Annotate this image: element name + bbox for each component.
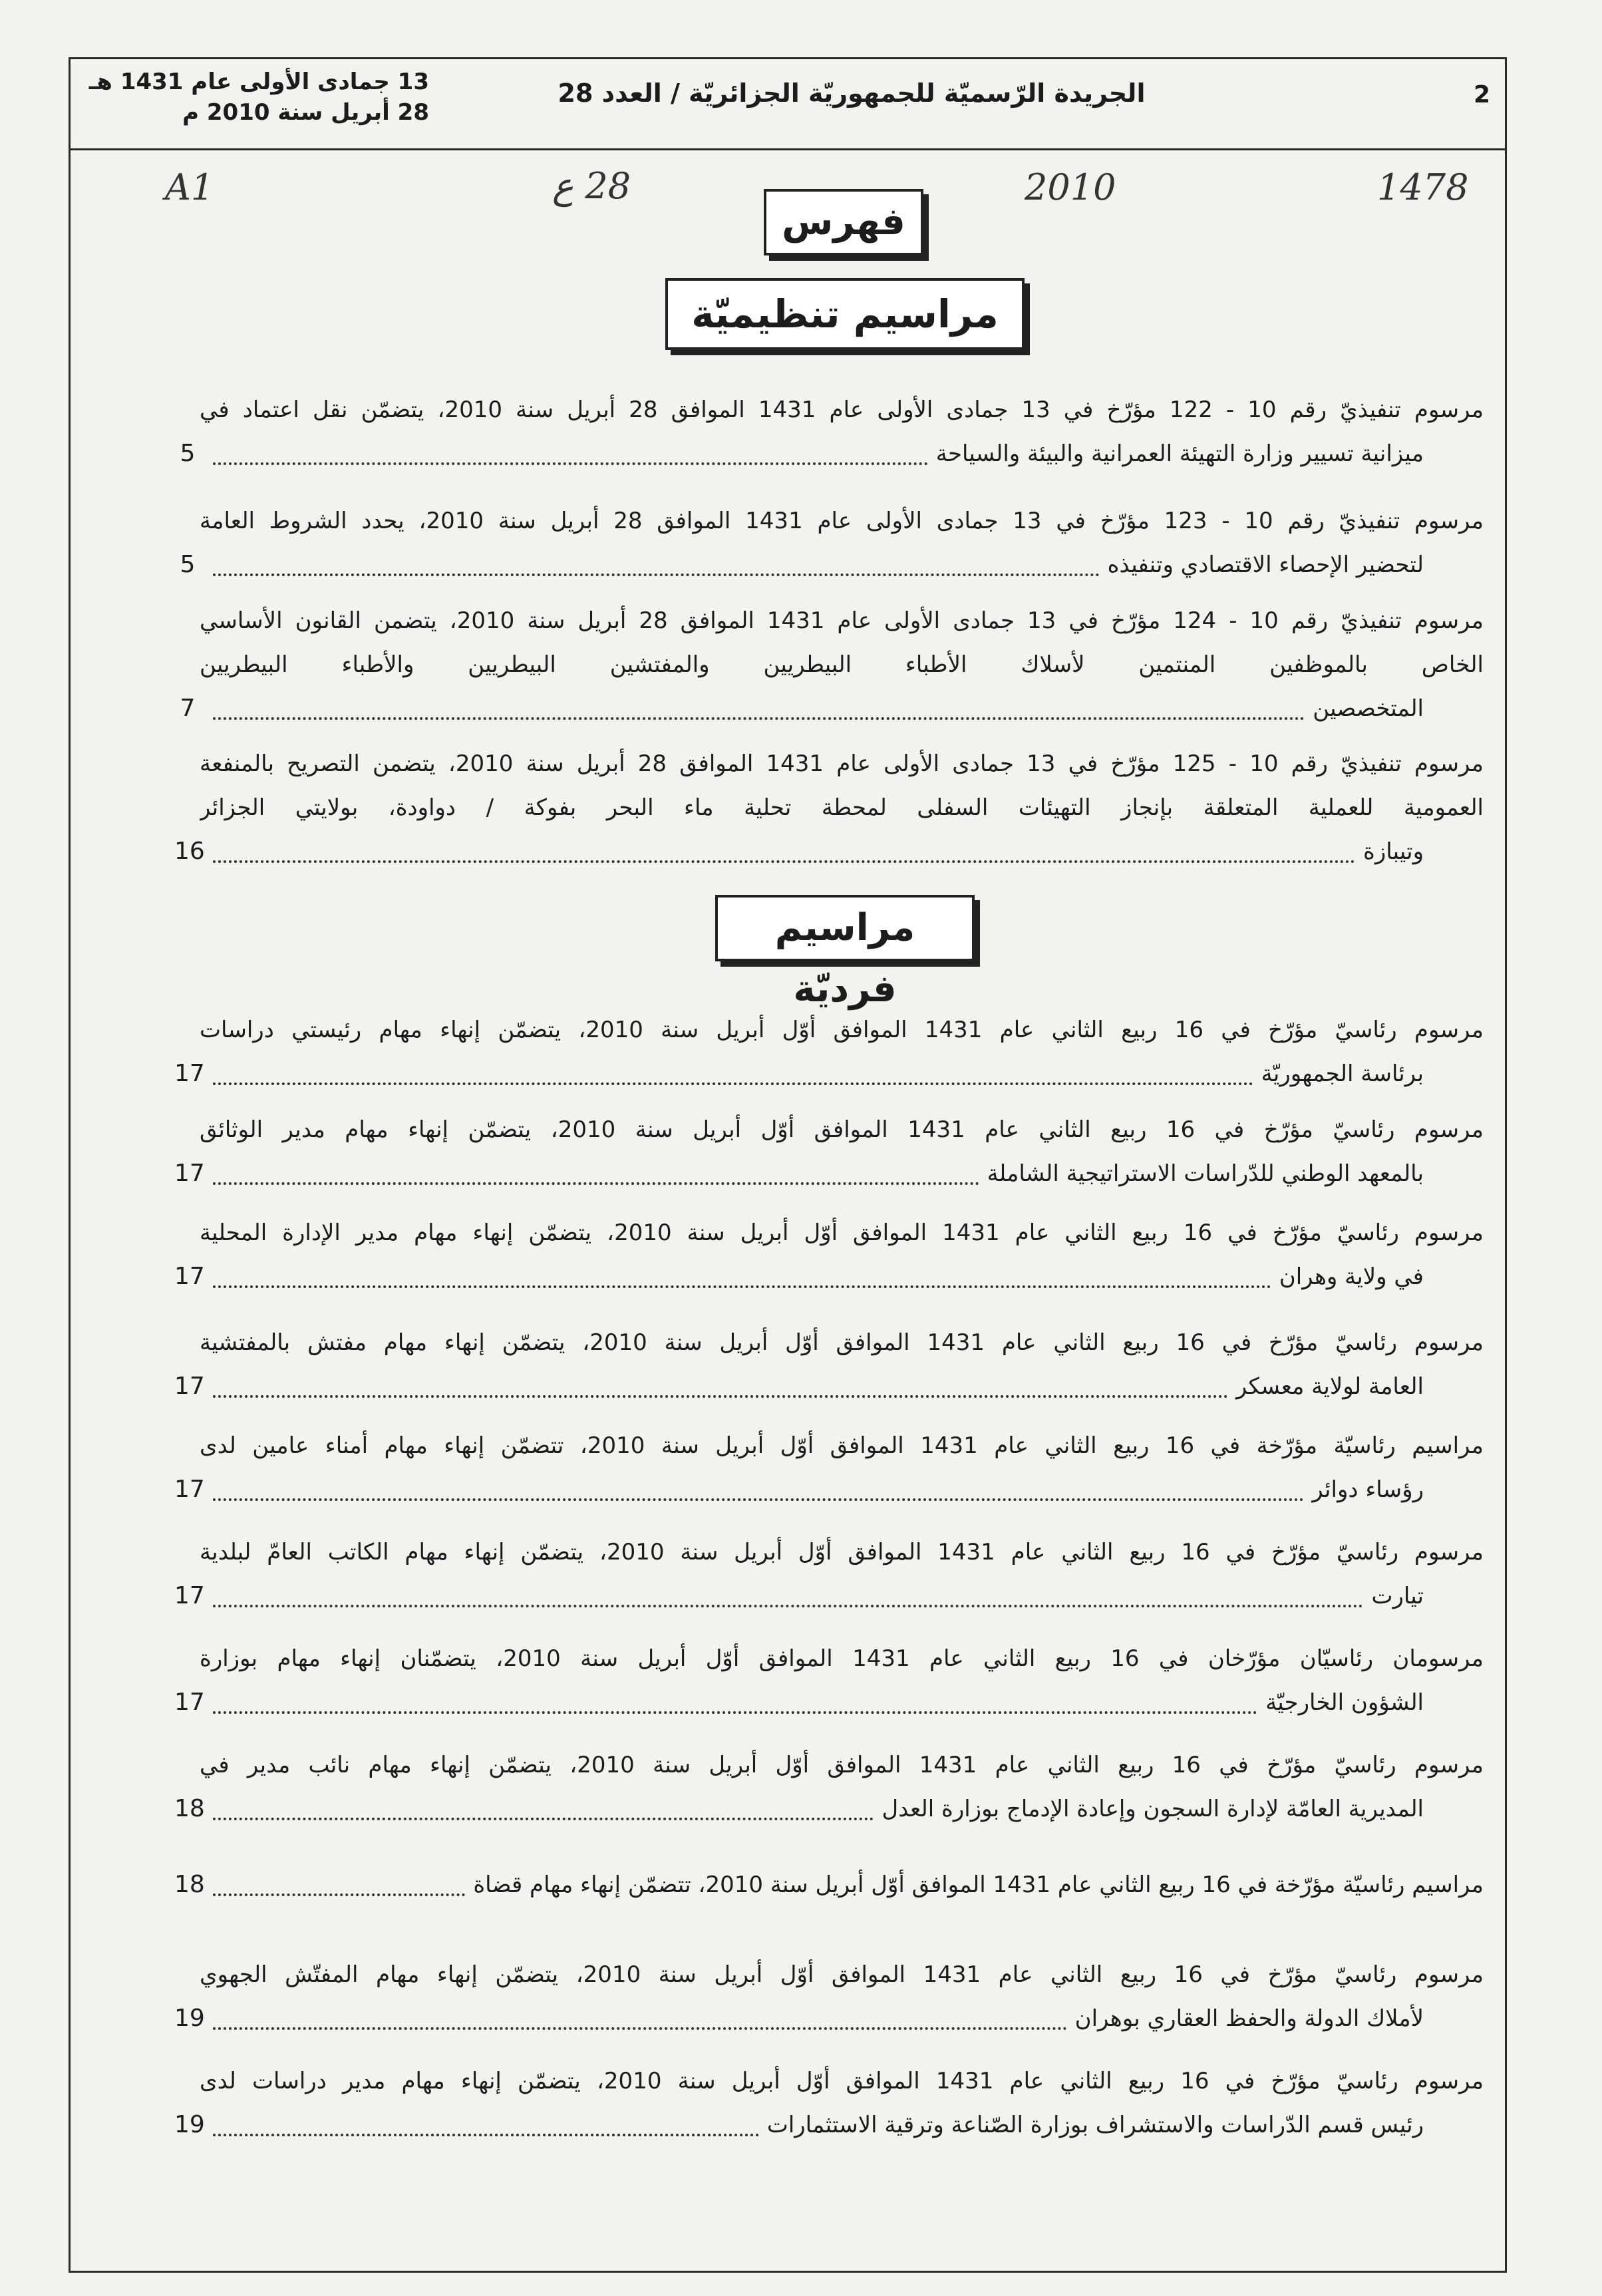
entry-line: بالمعهد الوطني للدّراسات الاستراتيجية الشاملة — [987, 1160, 1424, 1187]
entry-line: تيارت — [1371, 1583, 1424, 1609]
entry-line: مرسوم رئاسيّ مؤرّخ في 16 ربيع الثاني عام 1431 الموافق أوّل أبريل سنة 2010، يتضمّن إنهاء مهام مفتش بالمفتشية — [200, 1329, 1484, 1356]
entry-page-number: 17 — [174, 1476, 205, 1503]
dot-leader — [213, 717, 1305, 720]
entry-page-number: 17 — [174, 1263, 205, 1290]
entry-line: مرسومان رئاسيّان مؤرّخان في 16 ربيع الثاني عام 1431 الموافق أوّل أبريل سنة 2010، يتضمّنان إنهاء مهام بوزارة — [200, 1645, 1484, 1672]
entry-line: مرسوم رئاسيّ مؤرّخ في 16 ربيع الثاني عام 1431 الموافق أوّل أبريل سنة 2010، يتضمّن إنهاء مهام مدير دراسات لدى — [200, 2068, 1484, 2094]
entry-line: مرسوم تنفيذيّ رقم 10 - 125 مؤرّخ في 13 جمادى الأولى عام 1431 الموافق 28 أبريل سنة 2010، يتضمن التصريح بالمنفعة — [200, 750, 1484, 777]
entry-line: مرسوم تنفيذيّ رقم 10 - 123 مؤرّخ في 13 جمادى الأولى عام 1431 الموافق 28 أبريل سنة 2010، يحدد الشروط العامة — [200, 508, 1484, 534]
dot-leader — [213, 860, 1355, 863]
entry-line: رئيس قسم الدّراسات والاستشراف بوزارة الصّناعة وترقية الاستثمارات — [766, 2112, 1424, 2138]
entry-page-number: 19 — [174, 2005, 205, 2032]
entry-page-number: 19 — [174, 2111, 205, 2138]
entry-line: مرسوم رئاسيّ مؤرّخ في 16 ربيع الثاني عام 1431 الموافق أوّل أبريل سنة 2010، يتضمّن إنهاء مهام رئيستي دراسات — [200, 1017, 1484, 1043]
entry-page-number: 7 — [180, 695, 196, 722]
entry-page-number: 18 — [174, 1871, 205, 1898]
dot-leader — [213, 2134, 759, 2136]
index-entry — [200, 599, 1484, 731]
section-title: مراسيم فرديّة — [774, 906, 915, 1011]
entry-page-number: 17 — [174, 1689, 205, 1716]
entry-line: مرسوم تنفيذيّ رقم 10 - 124 مؤرّخ في 13 جمادى الأولى عام 1431 الموافق 28 أبريل سنة 2010، يتضمن القانون الأساسي — [200, 607, 1484, 634]
entry-line: مرسوم تنفيذيّ رقم 10 - 122 مؤرّخ في 13 جمادى الأولى عام 1431 الموافق 28 أبريل سنة 2010، يتضمّن نقل اعتماد في — [200, 397, 1484, 423]
dot-leader — [213, 574, 1100, 576]
entry-line: ميزانية تسيير وزارة التهيئة العمرانية والبيئة والسياحة — [935, 440, 1424, 467]
handwritten-year: 2010 — [1025, 166, 1116, 208]
index-title — [764, 189, 923, 255]
dot-leader — [213, 1182, 979, 1185]
index-entry — [200, 1863, 1484, 1907]
entry-line: برئاسة الجمهوريّة — [1261, 1061, 1424, 1087]
entry-line: مراسيم رئاسيّة مؤرّخة في 16 ربيع الثاني عام 1431 الموافق أوّل أبريل سنة 2010، تتضمّن إنهاء مهام قضاة — [473, 1872, 1484, 1898]
entry-page-number: 17 — [174, 1060, 205, 1087]
entry-line: مرسوم رئاسيّ مؤرّخ في 16 ربيع الثاني عام 1431 الموافق أوّل أبريل سنة 2010، يتضمّن إنهاء مهام المفتّش الجهوي — [200, 1961, 1484, 1988]
entry-page-number: 18 — [174, 1795, 205, 1822]
entry-line: الخاص بالموظفين المنتمين لأسلاك الأطباء البيطريين والمفتشين البيطريين والأطباء البيطريين — [200, 651, 1484, 678]
entry-line: في ولاية وهران — [1279, 1263, 1424, 1290]
journal-title: الجريدة الرّسميّة للجمهوريّة الجزائريّة / العدد 28 — [558, 79, 1146, 108]
entry-line: العامة لولاية معسكر — [1235, 1373, 1424, 1400]
section-title: مراسيم تنظيميّة — [691, 291, 999, 337]
section-title-box — [665, 278, 1025, 350]
entry-line: لأملاك الدولة والحفظ العقاري بوهران — [1074, 2005, 1424, 2032]
entry-line: المديرية العامّة لإدارة السجون وإعادة الإدماج بوزارة العدل — [881, 1796, 1424, 1822]
entry-line: مرسوم رئاسيّ مؤرّخ في 16 ربيع الثاني عام 1431 الموافق أوّل أبريل سنة 2010، يتضمّن إنهاء مهام مدير الوثائق — [200, 1116, 1484, 1143]
entry-page-number: 5 — [180, 551, 196, 578]
entry-line: مرسوم رئاسيّ مؤرّخ في 16 ربيع الثاني عام 1431 الموافق أوّل أبريل سنة 2010، يتضمّن إنهاء مهام مدير الإدارة المحلية — [200, 1220, 1484, 1246]
entry-line: وتيبازة — [1363, 838, 1424, 865]
date-hijri: 13 جمادى الأولى عام 1431 هـ — [88, 69, 429, 95]
dot-leader — [213, 1498, 1304, 1501]
entry-line: الشؤون الخارجيّة — [1265, 1689, 1424, 1716]
index-title-text: فهرس — [782, 200, 905, 244]
header-date — [83, 67, 429, 128]
dot-leader — [213, 1818, 874, 1820]
dot-leader — [213, 1605, 1363, 1607]
section-title-box — [715, 895, 975, 1011]
entry-line: مرسوم رئاسيّ مؤرّخ في 16 ربيع الثاني عام 1431 الموافق أوّل أبريل سنة 2010، يتضمّن إنهاء مهام الكاتب العامّ لبلدية — [200, 1539, 1484, 1565]
dot-leader — [213, 1395, 1228, 1398]
entry-page-number: 5 — [180, 440, 196, 467]
entry-line: المتخصصين — [1313, 695, 1424, 722]
entry-line: لتحضير الإحصاء الاقتصادي وتنفيذه — [1107, 552, 1424, 578]
dot-leader — [213, 1082, 1253, 1085]
entry-line: مرسوم رئاسيّ مؤرّخ في 16 ربيع الثاني عام 1431 الموافق أوّل أبريل سنة 2010، يتضمّن إنهاء مهام نائب مدير في — [200, 1752, 1484, 1778]
page-number: 2 — [1474, 81, 1491, 108]
dot-leader — [213, 2027, 1067, 2030]
dot-leader — [213, 1285, 1271, 1288]
date-gregorian: 28 أبريل سنة 2010 م — [182, 99, 429, 126]
dot-leader — [213, 462, 928, 465]
entry-page-number: 16 — [174, 838, 205, 865]
entry-page-number: 17 — [174, 1160, 205, 1187]
entry-line: العمومية للعملية المتعلقة بإنجاز التهيئات السفلى لمحطة تحلية ماء البحر بفوكة / دواودة، بولايتي الجزائر — [200, 794, 1484, 821]
handwritten-issue: 28 ع — [552, 165, 631, 207]
entry-page-number: 17 — [174, 1582, 205, 1609]
handwritten-left-note: A1 — [165, 166, 214, 208]
handwritten-code: 1478 — [1377, 166, 1469, 208]
entry-page-number: 17 — [174, 1373, 205, 1400]
index-entry — [200, 742, 1484, 874]
entry-line: مراسيم رئاسيّة مؤرّخة في 16 ربيع الثاني عام 1431 الموافق أوّل أبريل سنة 2010، تتضمّن إنهاء مهام أمناء عامين لدى — [200, 1432, 1484, 1459]
entry-line: رؤساء دوائر — [1312, 1476, 1424, 1503]
dot-leader — [213, 1711, 1257, 1714]
dot-leader — [213, 1893, 465, 1896]
